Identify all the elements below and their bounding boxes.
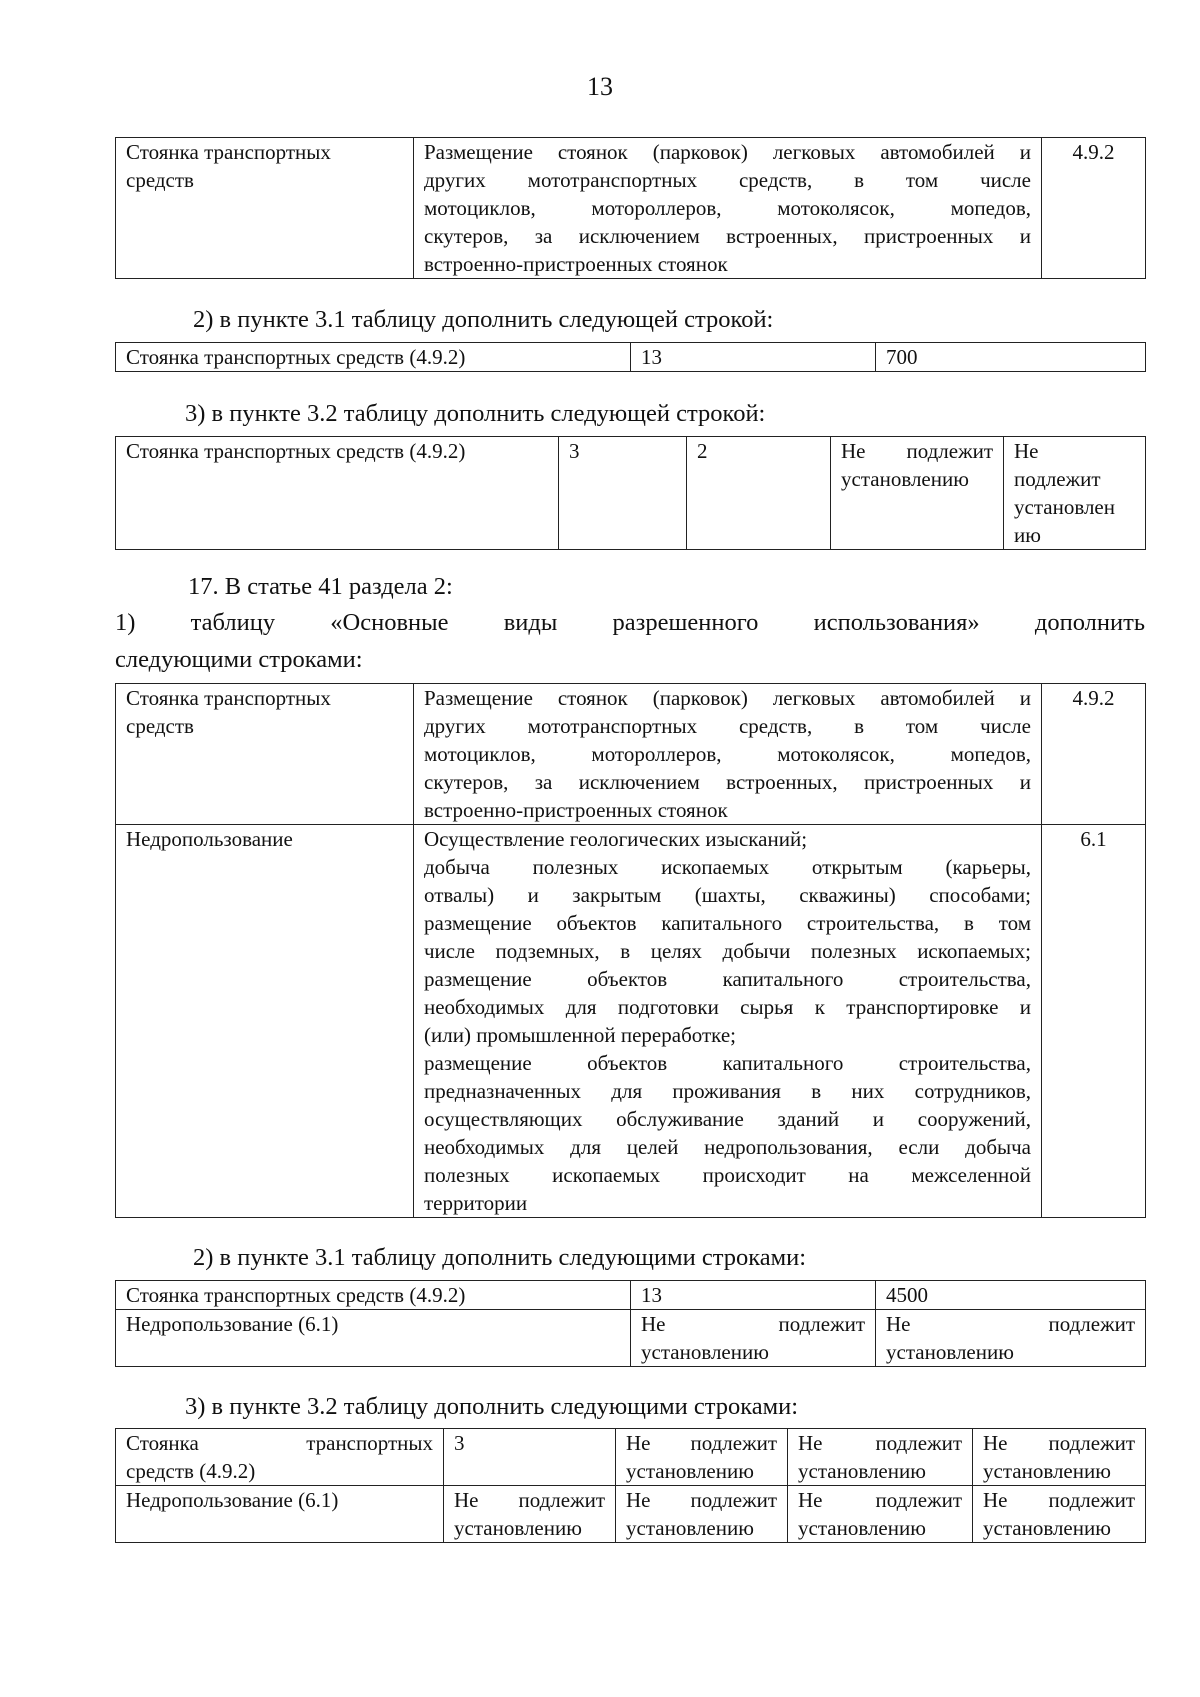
cell-value-3: Не подлежит установлению: [788, 1486, 973, 1543]
use-name-cell: [116, 138, 414, 279]
use-code: 6.1: [1042, 825, 1146, 1218]
cell-use: Недропользование (6.1): [116, 1486, 444, 1543]
use-code: 4.9.2: [1042, 138, 1146, 279]
paragraph-2-point-3-1: 2) в пункте 3.1 таблицу дополнить следующей строкой:: [193, 306, 774, 333]
use-description: Размещение стоянок (парковок) легковых автомобилей и других мототранспортных средств, в том числе мотоциклов, мотороллеров, мотоколясок, мопедов, скутеров, за исключением встроенных, пристроенных и встроенно-пристроенных стоянок: [424, 686, 1031, 822]
cell-value-3: Не подлежит установлению: [788, 1429, 973, 1486]
table-row: [116, 1486, 1146, 1543]
paragraph-17: 17. В статье 41 раздела 2:: [188, 573, 453, 600]
page-number: 13: [587, 72, 613, 101]
use-description: Осуществление геологических изысканий; добыча полезных ископаемых открытым (карьеры, отвалы) и закрытым (шахты, скважины) способами; размещение объектов капитального строительства, в том числе подземных, в целях добычи полезных ископаемых; размещение объектов капитального строительства, необходимых для подготовки сырья к транспортировке и (или) промышленной переработке; размещение объектов капитального строительства, предназначенных для проживания в них сотрудников, осуществляющих обслуживание зданий и сооружений, необходимых для целей недропользования, если добыча полезных ископаемых происходит на межселенной территории: [424, 827, 1031, 1215]
cell-value-2: Не подлежит установлению: [616, 1486, 788, 1543]
paragraph-17-1-line-2: следующими строками:: [115, 646, 363, 673]
cell-use: Стоянка транспортных средств (4.9.2): [116, 343, 631, 372]
table-row: [116, 138, 1146, 279]
use-name: Стоянка транспортных средств: [126, 140, 331, 192]
use-description-cell: [414, 138, 1042, 279]
cell-value-2: 700: [876, 343, 1146, 372]
cell-value-1: 3: [559, 437, 687, 550]
cell-use: Недропользование (6.1): [116, 1310, 631, 1367]
cell-value-3: Не подлежит установлению: [831, 437, 1004, 550]
use-description: Размещение стоянок (парковок) легковых автомобилей и других мототранспортных средств, в том числе мотоциклов, мотороллеров, мотоколясок, мопедов, скутеров, за исключением встроенных, пристроенных и встроенно-пристроенных стоянок: [424, 140, 1031, 276]
cell-value-4: Не подлежит установлению: [973, 1486, 1146, 1543]
cell-value-2: Не подлежит установлению: [616, 1429, 788, 1486]
cell-value-1: Не подлежит установлению: [444, 1486, 616, 1543]
cell-value-1: 13: [631, 1281, 876, 1310]
cell-value-2: Не подлежит установлению: [876, 1310, 1146, 1367]
cell-value-2: 4500: [876, 1281, 1146, 1310]
table-6-point-3-2: [115, 1428, 1146, 1543]
table-2-point-3-1: [115, 342, 1146, 372]
use-code: 4.9.2: [1042, 684, 1146, 825]
cell-use: Стоянка транспортных средств (4.9.2): [116, 1281, 631, 1310]
use-description-cell: [414, 684, 1042, 825]
table-4-main-uses: [115, 683, 1146, 1218]
cell-use: Стоянка транспортных средств (4.9.2): [116, 437, 559, 550]
use-name-cell: Недропользование: [116, 825, 414, 1218]
table-row: [116, 825, 1146, 1218]
table-row: [116, 343, 1146, 372]
table-row: [116, 684, 1146, 825]
table-row: [116, 1310, 1146, 1367]
paragraph-3-point-3-2: 3) в пункте 3.2 таблицу дополнить следующей строкой:: [185, 400, 766, 427]
cell-value-2: 2: [687, 437, 831, 550]
table-3-point-3-2: [115, 436, 1146, 550]
paragraph-2-point-3-1-rows: 2) в пункте 3.1 таблицу дополнить следующими строками:: [193, 1244, 807, 1271]
table-row: [116, 1429, 1146, 1486]
cell-value-1: 13: [631, 343, 876, 372]
paragraph-17-1-line-1: 1) таблицу «Основные виды разрешенного использования» дополнить: [115, 609, 1145, 636]
cell-value-4: Не подлежит установлению: [973, 1429, 1146, 1486]
cell-value-4: Не подлежит установлен ию: [1004, 437, 1146, 550]
table-1-main-uses: [115, 137, 1146, 279]
cell-use: Стоянка транспортных средств (4.9.2): [116, 1429, 444, 1486]
use-description-cell: [414, 825, 1042, 1218]
use-name-cell: Стоянка транспортных средств: [116, 684, 414, 825]
table-row: [116, 437, 1146, 550]
table-5-point-3-1: [115, 1280, 1146, 1367]
paragraph-3-point-3-2-rows: 3) в пункте 3.2 таблицу дополнить следующими строками:: [185, 1393, 799, 1420]
cell-value-1: Не подлежит установлению: [631, 1310, 876, 1367]
cell-value-1: 3: [444, 1429, 616, 1486]
table-row: [116, 1281, 1146, 1310]
